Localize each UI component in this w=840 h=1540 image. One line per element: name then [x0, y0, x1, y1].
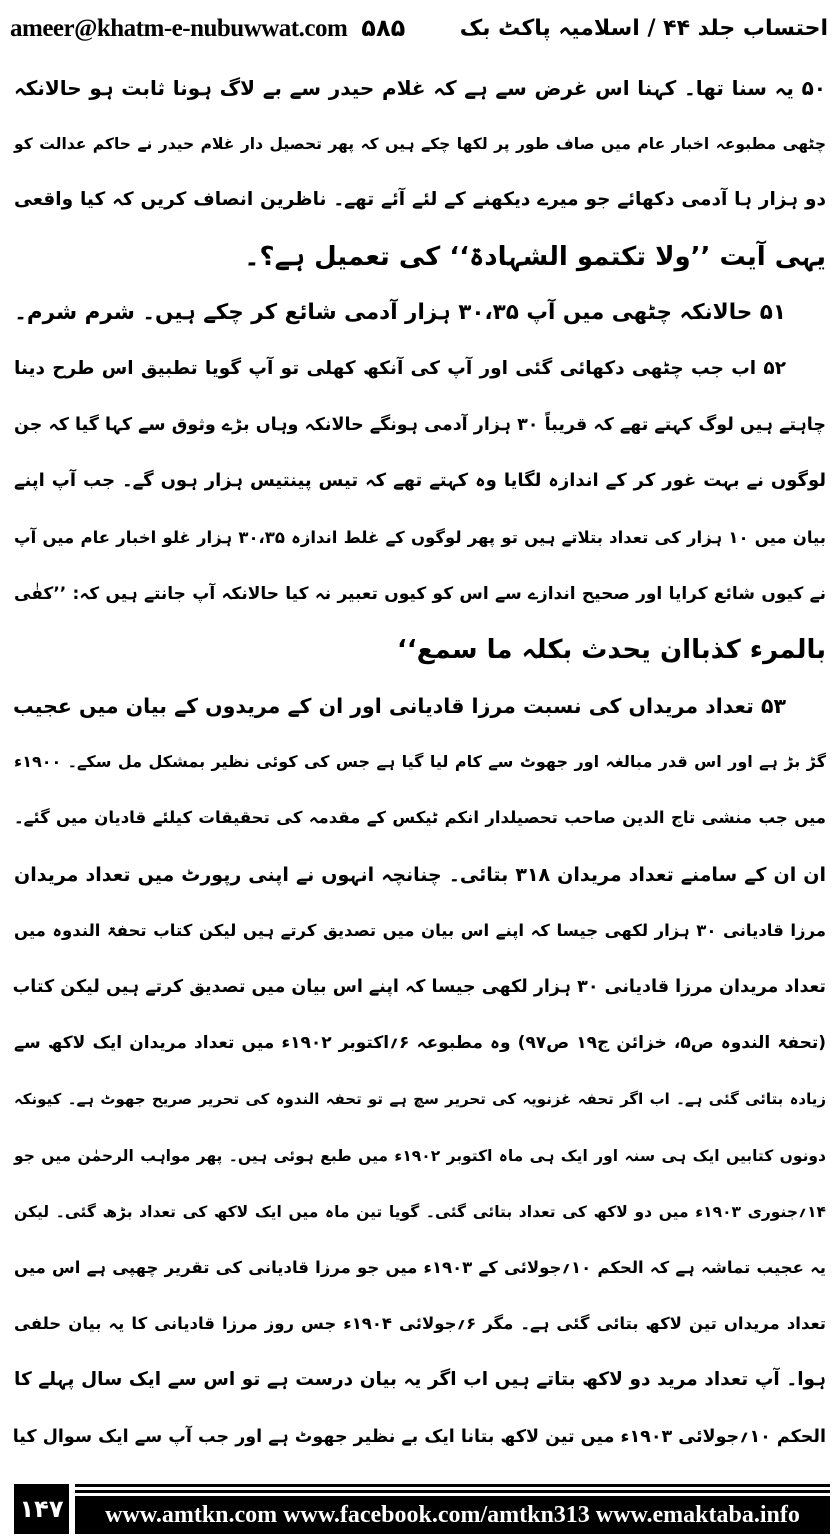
footer-rule	[75, 1490, 830, 1493]
text-line: زیادہ بتائی گئی ہے۔ اب اگر تحفہ غزنویہ کی تحریر سچ ہے تو تحفہ الندوہ کی تحریر صریح جھوٹ ہے۔ کیونکہ	[14, 1090, 826, 1109]
header-email: ameer@khatm-e-nubuwwat.com	[10, 14, 348, 42]
text-line: ۵۱ حالانکہ چٹھی میں آپ ۳۰،۳۵ ہزار آدمی شائع کر چکے ہیں۔ شرم شرم۔	[14, 299, 786, 325]
text-line: بالمرء کذباان یحدث بکلہ ما سمع‘‘	[397, 634, 826, 665]
text-line: چٹھی مطبوعہ اخبار عام میں صاف طور پر لکھا چکے ہیں کہ پھر تحصیل دار غلام حیدر نے حاکم عدالت کو	[14, 135, 826, 154]
text-line: ۵۰ یہ سنا تھا۔ کہنا اس غرض سے ہے کہ غلام حیدر سے بے لاگ ہونا ثابت ہو حالانکہ	[14, 76, 826, 100]
text-line: تعداد مریدان مرزا قادیانی ۳۰ ہزار لکھی جیسا کہ اپنے اس بیان میں تصدیق کرتے ہیں لیکن کتاب	[12, 977, 826, 997]
header-book-title: احتساب جلد ۴۴ / اسلامیہ پاکٹ بک	[459, 15, 828, 41]
header-page-number: ۵۸۵	[361, 13, 406, 42]
text-line: بیان میں ۱۰ ہزار کی تعداد بتلاتے ہیں تو پھر لوگوں کے غلط اندازہ ۳۰،۳۵ ہزار غلو اخبار عام میں آپ	[14, 527, 826, 547]
page-header	[10, 8, 828, 48]
footer-links: www.amtkn.com www.facebook.com/amtkn313 www.emaktaba.info	[75, 1496, 830, 1534]
text-line: الحکم ۱۰؍جولائی ۱۹۰۳ء میں تین لاکھ بتانا ایک بے نظیر جھوٹ ہے اور جب آپ سے ایک سوال کیا	[12, 1426, 826, 1447]
text-line: (تحفۃ الندوہ ص۵، خزائن ج۱۹ ص۹۷) وہ مطبوعہ ۶؍اکتوبر ۱۹۰۲ء میں تعداد مریدان ایک لاکھ سے	[14, 1033, 826, 1054]
text-line: یہ عجیب تماشہ ہے کہ الحکم ۱۰؍جولائی کے ۱۹۰۳ء میں جو مرزا قادیانی کی تقریر چھپی ہے اس میں	[14, 1257, 826, 1277]
text-line: گڑ بڑ ہے اور اس قدر مبالغہ اور جھوٹ سے کام لیا گیا ہے جس کی کوئی نظیر بمشکل مل سکے۔ ۱۹۰۰ء	[14, 752, 826, 772]
text-line: میں جب منشی تاج الدین صاحب تحصیلدار انکم ٹیکس کے مقدمہ کی تحقیقات کیلئے قادیان میں گئے۔	[14, 808, 826, 828]
text-line: تعداد مریداں تین لاکھ بتائی گئی ہے۔ مگر ۶؍جولائی ۱۹۰۴ء جس روز مرزا قادیانی کا یہ بیان حلفی	[14, 1314, 826, 1334]
text-line: یہی آیت ’’ولا تکتمو الشہادۃ‘‘ کی تعمیل ہے؟۔	[244, 241, 826, 272]
text-line: ۵۲ اب جب چٹھی دکھائی گئی اور آپ کی آنکھ کھلی تو آپ گویا تطبیق اس طرح دینا	[14, 357, 786, 379]
text-line: چاہتے ہیں لوگ کہتے تھے کہ قریباً ۳۰ ہزار آدمی ہونگے حالانکہ وہاں بڑے وثوق سے کہا گیا کہ جن	[14, 415, 826, 436]
page-body	[14, 60, 826, 1465]
text-line: دونوں کتابیں ایک ہی سنہ اور ایک ہی ماہ اکتوبر ۱۹۰۲ء میں طبع ہوئی ہیں۔ پھر مواہب الرحمٰن میں جو	[14, 1146, 826, 1165]
header-left	[10, 14, 405, 43]
text-line: لوگوں نے بہت غور کر کے اندازہ لگایا وہ کہتے تھے کہ تیس پینتیس ہزار ہوں گے۔ جب آپ اپنے	[14, 470, 826, 492]
text-line: ان ان کے سامنے تعداد مریدان ۳۱۸ بتائی۔ چنانچہ انہوں نے اپنی رپورٹ میں تعداد مریدان	[14, 863, 826, 886]
text-line: مرزا قادیانی ۳۰ ہزار لکھی جیسا کہ اپنے اس بیان میں تصدیق کرتے ہیں لیکن کتاب تحفۃ الندوہ میں	[14, 920, 826, 940]
text-line: نے کیوں شائع کرایا اور صحیح اندازے سے اس کو کیوں تعبیر نہ کیا حالانکہ آپ جانتے ہیں کہ: ’’کفٰی	[14, 583, 826, 604]
page-footer	[14, 1484, 830, 1534]
text-line: دو ہزار ہا آدمی دکھائے جو میرے دیکھنے کے لئے آئے تھے۔ ناظرین انصاف کریں کہ کیا واقعی	[14, 189, 826, 211]
text-line: ہوا۔ آپ تعداد مرید دو لاکھ بتاتے ہیں اب اگر یہ بیان درست ہے تو اس سے ایک سال پہلے کا	[14, 1369, 826, 1391]
footer-page-number: ۱۴۷	[14, 1484, 69, 1534]
text-line: ۵۳ تعداد مریداں کی نسبت مرزا قادیانی اور ان کے مریدوں کے بیان میں عجیب	[13, 694, 786, 719]
text-line: ۱۴؍جنوری ۱۹۰۳ء میں دو لاکھ کی تعداد بتائی گئی۔ گویا تین ماہ میں ایک لاکھ کی تعداد بڑھ گئی۔ لیکن	[14, 1202, 827, 1221]
footer-rule	[75, 1484, 830, 1487]
